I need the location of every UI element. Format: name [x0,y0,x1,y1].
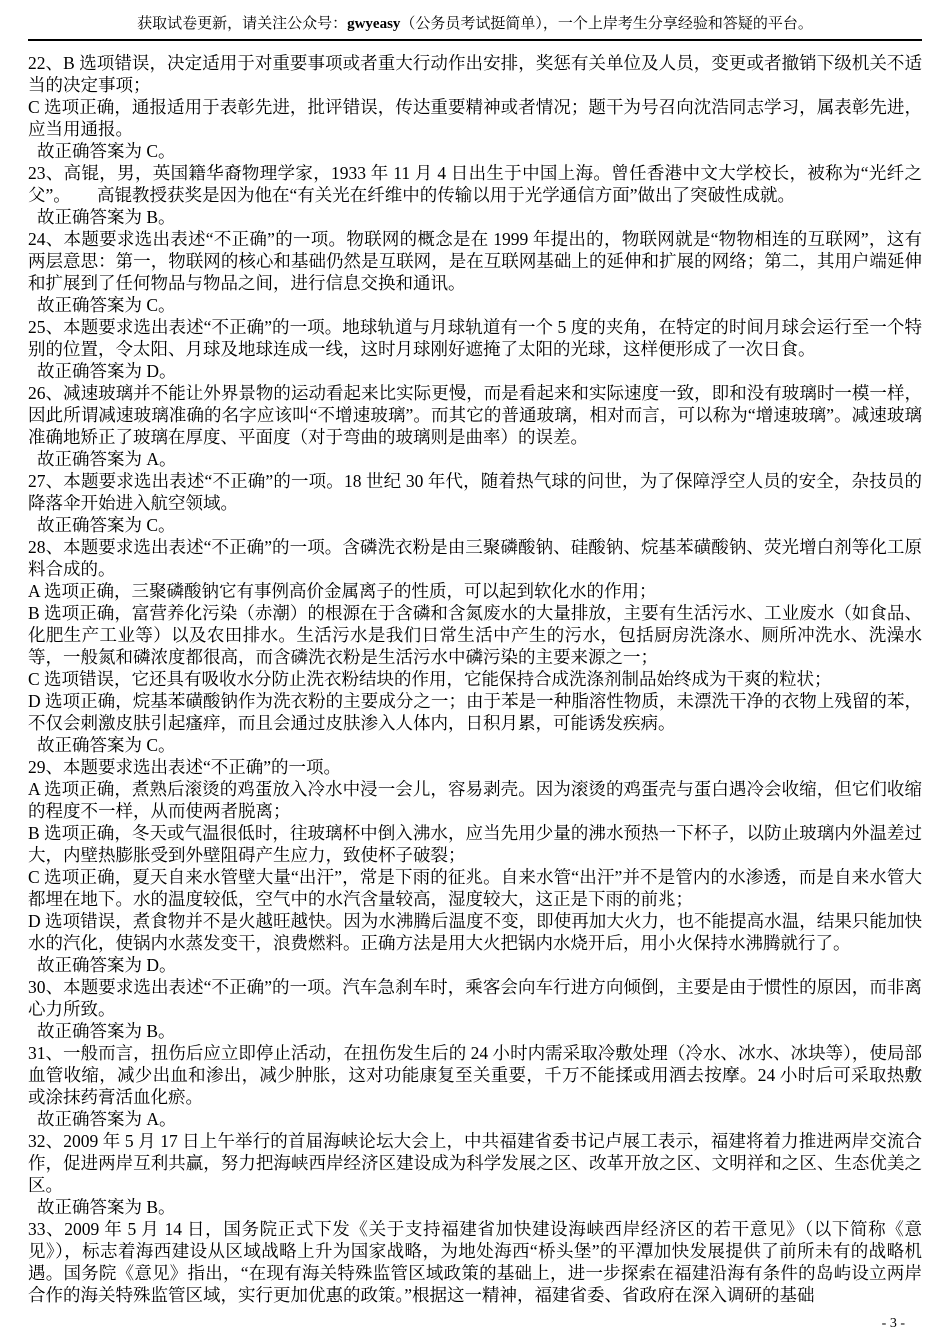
para-q28-option-d: D 选项正确，烷基苯磺酸钠作为洗衣粉的主要成分之一；由于苯是一种脂溶性物质，未漂洗干净的衣物上残留的苯，不仅会刺激皮肤引起瘙痒，而且会通过皮肤渗入人体内，日积月累，可能诱发疾病。 [28,691,922,733]
para-q25: 25、本题要求选出表述“不正确”的一项。地球轨道与月球轨道有一个 5 度的夹角，在特定的时间月球会运行至一个特别的位置，令太阳、月球及地球连成一线，这时月球刚好遮掩了太阳的光球，这样便形成了一次日食。 [28,317,922,359]
para-q30: 30、本题要求选出表述“不正确”的一项。汽车急刹车时，乘客会向车行进方向倾倒，主要是由于惯性的原因，而非离心力所致。 [28,977,922,1019]
answer-q27: 故正确答案为 C。 [37,515,176,535]
page-number: - 3 - [881,1316,905,1331]
para-q29: 29、本题要求选出表述“不正确”的一项。 [28,757,342,777]
answer-q31: 故正确答案为 A。 [37,1109,177,1129]
para-q32: 32、2009 年 5 月 17 日上午举行的首届海峡论坛大会上，中共福建省委书记卢展工表示，福建将着力推进两岸交流合作，促进两岸互利共赢，努力把海峡西岸经济区建设成为科学发展之区、改革开放之区、文明祥和之区、生态优美之区。 [28,1131,922,1195]
answer-q23: 故正确答案为 B。 [37,207,176,227]
answer-q24: 故正确答案为 C。 [37,295,176,315]
header-prefix: 获取试卷更新，请关注公众号： [137,16,348,32]
para-q28-option-b: B 选项正确，富营养化污染（赤潮）的根源在于含磷和含氮废水的大量排放，主要有生活污水、工业废水（如食品、化肥生产工业等）以及农田排水。生活污水是我们日常生活中产生的污水，包括厨房洗涤水、厕所冲洗水、洗澡水等，一般氮和磷浓度都很高，而含磷洗衣粉是生活污水中磷污染的主要来源之一； [28,603,922,667]
page-header-notice [28,12,922,41]
para-q27: 27、本题要求选出表述“不正确”的一项。18 世纪 30 年代，随着热气球的问世，为了保障浮空人员的安全，杂技员的降落伞开始进入航空领域。 [28,471,922,513]
answer-q26: 故正确答案为 A。 [37,449,177,469]
para-q33: 33、2009 年 5 月 14 日，国务院正式下发《关于支持福建省加快建设海峡西岸经济区的若干意见》（以下简称《意见》），标志着海西建设从区域战略上升为国家战略，为地处海西“桥头堡”的平潭加快发展提供了前所未有的战略机遇。国务院《意见》指出，“在现有海关特殊监管区域政策的基础上，进一步探索在福建沿海有条件的岛屿设立两岸合作的海关特殊监管区域，实行更加优惠的政策。”根据这一精神，福建省委、省政府在深入调研的基础 [28,1219,922,1305]
answer-q28: 故正确答案为 C。 [37,735,176,755]
para-q31: 31、一般而言，扭伤后应立即停止活动，在扭伤发生后的 24 小时内需采取冷敷处理（冷水、冰水、冰块等），使局部血管收缩，减少出血和渗出，减少肿胀，这对功能康复至关重要，千万不能揉或用酒去按摩。24 小时后可采取热敷或涂抹药膏活血化瘀。 [28,1043,922,1107]
para-q29-option-b: B 选项正确，冬天或气温很低时，往玻璃杯中倒入沸水，应当先用少量的沸水预热一下杯子，以防止玻璃内外温差过大，内壁热膨胀受到外壁阻碍产生应力，致使杯子破裂； [28,823,922,865]
para-q28-option-a: A 选项正确，三聚磷酸钠它有事例高价金属离子的性质，可以起到软化水的作用； [28,581,657,601]
para-q26: 26、减速玻璃并不能让外界景物的运动看起来比实际更慢，而是看起来和实际速度一致，即和没有玻璃时一模一样，因此所谓减速玻璃准确的名字应该叫“不增速玻璃”。而其它的普通玻璃，相对而言，可以称为“增速玻璃”。减速玻璃准确地矫正了玻璃在厚度、平面度（对于弯曲的玻璃则是曲率）的误差。 [28,383,922,447]
answer-q22: 故正确答案为 C。 [37,141,176,161]
answer-q25: 故正确答案为 D。 [37,361,177,381]
para-q22-option-b: 22、B 选项错误，决定适用于对重要事项或者重大行动作出安排，奖惩有关单位及人员，变更或者撤销下级机关不适当的决定事项； [28,53,922,95]
para-q29-option-d: D 选项错误，煮食物并不是火越旺越快。因为水沸腾后温度不变，即使再加大火力，也不能提高水温，结果只能加快水的汽化，使锅内水蒸发变干，浪费燃料。正确方法是用大火把锅内水烧开后，用小火保持水沸腾就行了。 [28,911,922,953]
para-q28-option-c: C 选项错误，它还具有吸收水分防止洗衣粉结块的作用，它能保持合成洗涤剂制品始终成为干爽的粒状； [28,669,832,689]
para-q29-option-a: A 选项正确，煮熟后滚烫的鸡蛋放入冷水中浸一会儿，容易剥壳。因为滚烫的鸡蛋壳与蛋白遇冷会收缩，但它们收缩的程度不一样，从而使两者脱离； [28,779,922,821]
header-suffix: （公务员考试挺简单），一个上岸考生分享经验和答疑的平台。 [400,16,813,32]
para-q24: 24、本题要求选出表述“不正确”的一项。物联网的概念是在 1999 年提出的，物联网就是“物物相连的互联网”，这有两层意思：第一，物联网的核心和基础仍然是互联网，是在互联网基础上的延伸和扩展的网络；第二，其用户端延伸和扩展到了任何物品与物品之间，进行信息交换和通讯。 [28,229,922,293]
para-q22-option-c: C 选项正确，通报适用于表彰先进，批评错误，传达重要精神或者情况；题干为号召向沈浩同志学习，属表彰先进，应当用通报。 [28,97,922,139]
answer-q29: 故正确答案为 D。 [37,955,177,975]
header-account-name: gwyeasy [347,16,401,32]
answer-q32: 故正确答案为 B。 [37,1197,176,1217]
para-q29-option-c: C 选项正确，夏天自来水管壁大量“出汗”，常是下雨的征兆。自来水管“出汗”并不是管内的水渗透，而是自来水管大都埋在地下。水的温度较低，空气中的水汽含量较高，湿度较大，这正是下雨的前兆； [28,867,922,909]
answer-q30: 故正确答案为 B。 [37,1021,176,1041]
para-q23: 23、高锟，男，英国籍华裔物理学家，1933 年 11 月 4 日出生于中国上海。曾任香港中文大学校长，被称为“光纤之父”。 高锟教授获奖是因为他在“有关光在纤维中的传输以用于光学通信方面”做出了突破性成就。 [28,163,922,205]
para-q28: 28、本题要求选出表述“不正确”的一项。含磷洗衣粉是由三聚磷酸钠、硅酸钠、烷基苯磺酸钠、荧光增白剂等化工原料合成的。 [28,537,922,579]
answer-explanations [28,52,922,1306]
